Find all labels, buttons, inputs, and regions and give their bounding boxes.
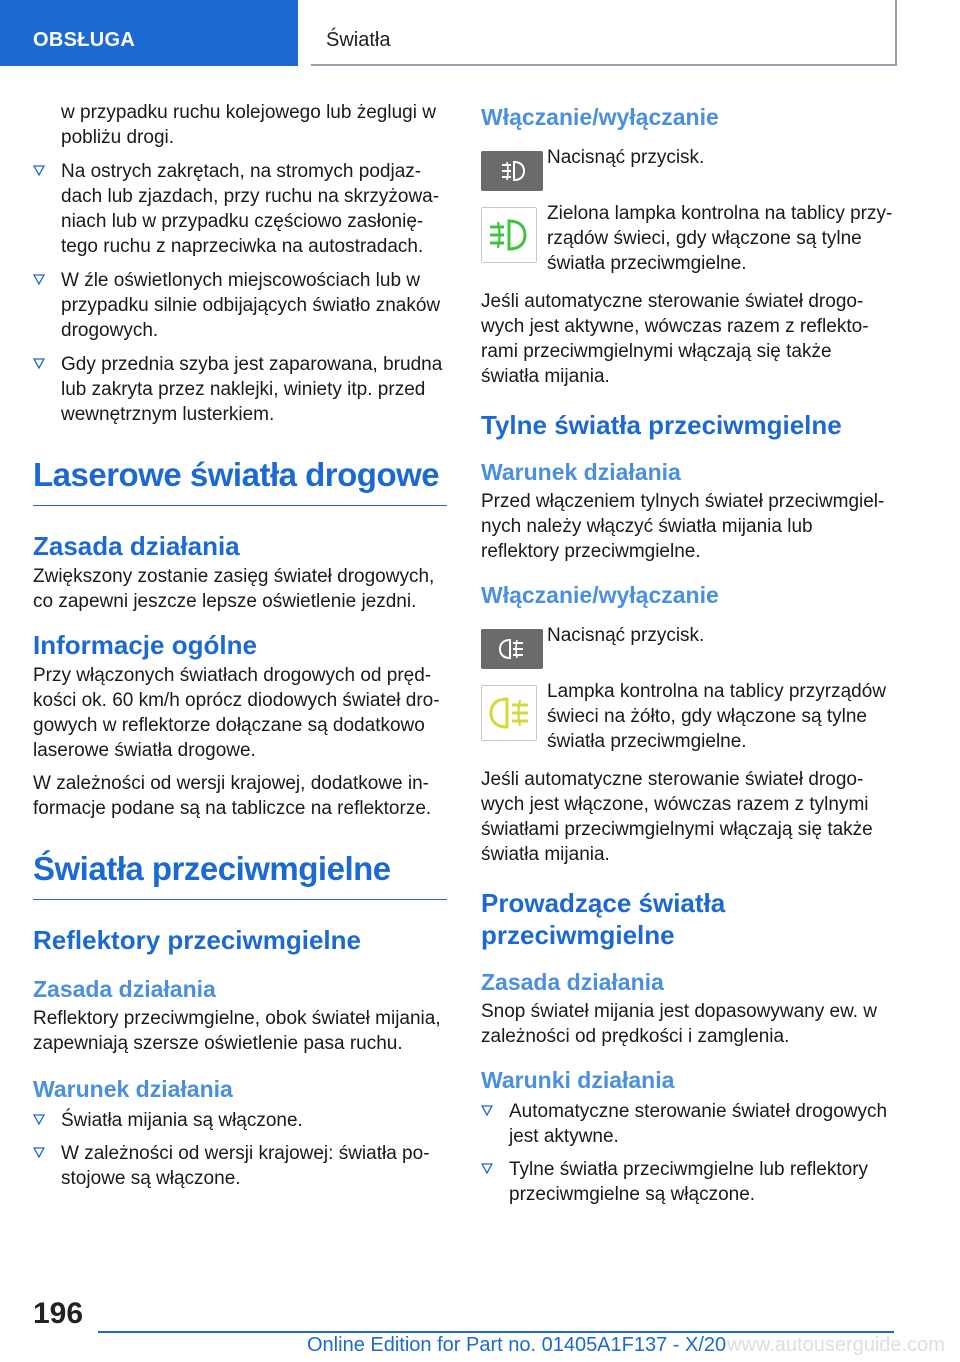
front-fog-light-button-icon — [481, 151, 543, 191]
list-item-text: Automatyczne sterowanie świateł drogowych jest aktywne. — [509, 1101, 888, 1147]
rear-fog-indicator-row — [481, 679, 893, 759]
page-number: 196 — [33, 1297, 84, 1330]
list-item — [481, 1157, 893, 1207]
subheading-on-off: Włączanie/wyłączanie — [481, 104, 719, 130]
subheading-conditions: Warunki działania — [481, 1067, 675, 1093]
paragraph: Przy włączonych światłach drogowych od prędkości ok. 60 km/h oprócz diodowych świateł drogowych w reflektorze dołączane są dodatkowo laserowe światła drogowe. — [33, 665, 440, 761]
triangle-bullet-icon — [33, 273, 45, 285]
rear-fog-light-button-icon — [481, 629, 543, 669]
paragraph: Jeśli automatyczne sterowanie świateł drogowych jest włączone, wówczas razem z tylnymi światłami przeciwmgielnymi włączają się także światła mijania. — [481, 769, 873, 865]
triangle-bullet-icon — [33, 357, 45, 369]
list-item-text: Na ostrych zakrętach, na stromych podjazdach lub zjazdach, przy ruchu na skrzyżowaniach lub w przypadku częściowo zasłoniętego ruchu z naprzeciwka na autostradach. — [61, 161, 440, 257]
triangle-bullet-icon — [33, 1113, 45, 1125]
indicator-description: Zielona lampka kontrolna na tablicy przyrządów świeci, gdy włączone są tylne światła przeciwmgielne. — [547, 203, 893, 274]
section-label: OBSŁUGA — [33, 29, 136, 51]
list-item — [481, 1099, 893, 1149]
paragraph: Przed włączeniem tylnych świateł przeciwmgielnych należy włączyć światła mijania lub reflektory przeciwmgielne. — [481, 491, 885, 562]
chapter-header — [311, 0, 897, 66]
chapter-title: Światła — [326, 29, 391, 51]
paragraph: W zależności od wersji krajowej, dodatkowe informacje podane są na tabliczce na reflektorze. — [33, 773, 432, 819]
triangle-bullet-icon — [33, 164, 45, 176]
list-item-text: Tylne światła przeciwmgielne lub reflektory przeciwmgielne są włączone. — [509, 1159, 869, 1205]
right-column — [481, 98, 893, 1207]
edition-note: Online Edition for Part no. 01405A1F137 - X/20 — [307, 1334, 727, 1356]
footer-divider — [98, 1331, 894, 1333]
left-column — [33, 98, 447, 1191]
list-item — [33, 1141, 447, 1191]
section-tab — [0, 0, 298, 66]
subheading-guide-fog: Prowadzące światła przeciwmgielne — [481, 888, 726, 950]
subheading-rear-fog: Tylne światła przeciwmgielne — [481, 410, 842, 440]
list-item — [33, 352, 447, 427]
paragraph: Reflektory przeciwmgielne, obok świateł mijania, zapewniają szersze oświetlenie pasa ruchu. — [33, 1008, 441, 1054]
triangle-bullet-icon — [481, 1162, 493, 1174]
paragraph: Jeśli automatyczne sterowanie świateł drogowych jest aktywne, wówczas razem z reflektorami przeciwmgielnymi włączają się także światła mijania. — [481, 291, 869, 387]
list-item-text: W źle oświetlonych miejscowościach lub w przypadku silnie odbijających światło znaków drogowych. — [61, 270, 441, 341]
rear-fog-button-row — [481, 621, 893, 671]
list-item — [33, 159, 447, 259]
subheading-front-fog: Reflektory przeciwmgielne — [33, 925, 361, 955]
subheading-principle: Zasada działania — [481, 969, 664, 995]
subheading-on-off: Włączanie/wyłączanie — [481, 582, 719, 608]
triangle-bullet-icon — [33, 1146, 45, 1158]
front-fog-button-row — [481, 143, 893, 193]
subheading-condition: Warunek działania — [481, 459, 681, 485]
instruction-text: Nacisnąć przycisk. — [547, 625, 705, 646]
list-item-text: Gdy przednia szyba jest zaparowana, brudna lub zakryta przez naklejki, winiety itp. przed wewnętrznym lusterkiem. — [61, 354, 443, 425]
subheading-principle: Zasada działania — [33, 976, 216, 1002]
rear-fog-light-indicator-icon — [481, 685, 537, 741]
paragraph: Snop świateł mijania jest dopasowywany ew. w zależności od prędkości i zamglenia. — [481, 1001, 878, 1047]
front-fog-indicator-row — [481, 201, 893, 281]
list-item-text: Światła mijania są włączone. — [61, 1110, 303, 1131]
section-heading-laser: Laserowe światła drogowe — [33, 455, 447, 506]
paragraph: Zwiększony zostanie zasięg świateł drogowych, co zapewni jeszcze lepsze oświetlenie jezdni. — [33, 566, 435, 612]
list-item-text: W zależności od wersji krajowej: światła postojowe są włączone. — [61, 1143, 430, 1189]
indicator-description: Lampka kontrolna na tablicy przyrządów świeci na żółto, gdy włączone są tylne światła przeciwmgielne. — [547, 681, 887, 752]
list-item — [33, 1108, 447, 1133]
subheading-condition: Warunek działania — [33, 1076, 233, 1102]
subheading-general-info: Informacje ogólne — [33, 630, 257, 660]
instruction-text: Nacisnąć przycisk. — [547, 147, 705, 168]
bullet-continuation: w przypadku ruchu kolejowego lub żeglugi w pobliżu drogi. — [61, 102, 436, 148]
watermark: www.autouserguide.com — [727, 1334, 945, 1356]
section-heading-fog-lights: Światła przeciwmgielne — [33, 849, 447, 900]
subheading-principle: Zasada działania — [33, 531, 240, 561]
front-fog-light-indicator-icon — [481, 207, 537, 263]
list-item — [33, 268, 447, 343]
triangle-bullet-icon — [481, 1104, 493, 1116]
